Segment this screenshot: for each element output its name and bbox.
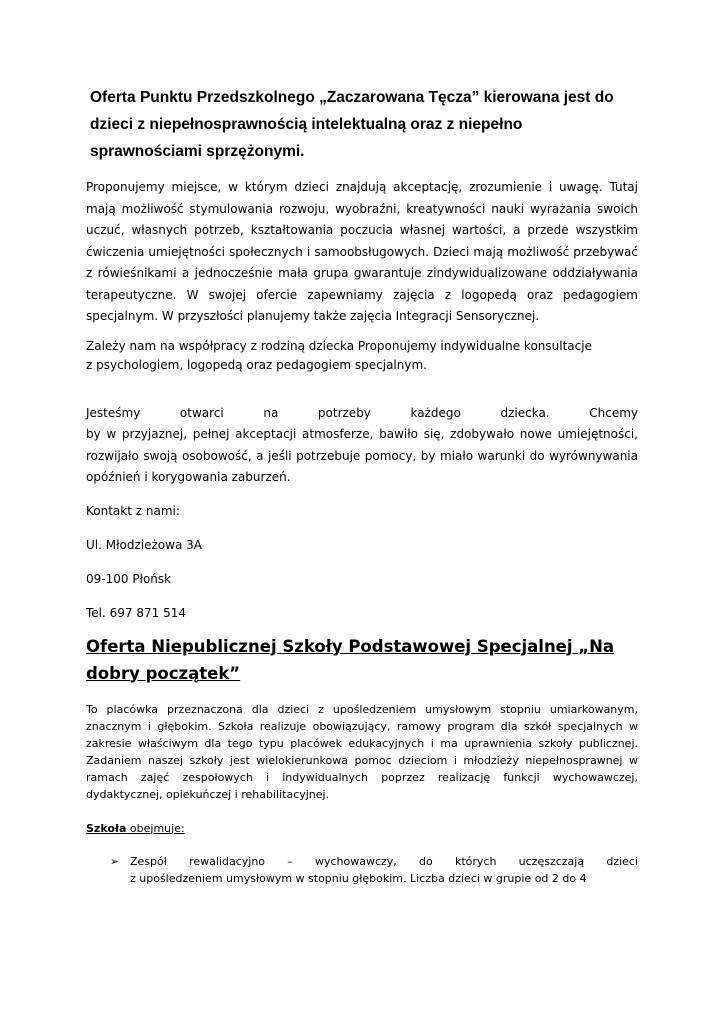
address-city: 09-100 Płońsk bbox=[86, 571, 172, 586]
section1-title-text: Oferta Punktu Przedszkolnego „Zaczarowana Tęcza” kierowana jest do dzieci z niepełnosprawnością intelektualną oraz z niepełno sprawnościami sprzężonymi. bbox=[90, 89, 614, 160]
section1-paragraph2-line2: z psychologiem, logopedą oraz pedagogiem specjalnym. bbox=[86, 357, 427, 372]
arrow-bullet-icon: ➢ bbox=[110, 854, 120, 868]
section2-paragraph: To placówka przeznaczona dla dzieci z upośledzeniem umysłowym stopniu umiarkowanym, znacznym i głębokim. Szkoła realizuje obowiązujący, ramowy program dla szkół specjalnych w zakresie właściwym dla tego typu placówek edukacyjnych i ma uprawnienia szkoły publicznej. Zadaniem naszej szkoły jest wielokierunkowa pomoc dzieciom i młodzieży niepełnosprawnej w ramach zajęć zespołowych i indywidualnych poprzez realizację funkcji wychowawczej, dydaktycznej, opiekuńczej i rehabilitacyjnej. bbox=[86, 702, 638, 801]
section1-paragraph2 bbox=[86, 337, 638, 375]
list-item bbox=[86, 853, 638, 887]
section1-paragraph2-line1: Zależy nam na współpracy z rodziną dziecka Proponujemy indywidualne konsultacje bbox=[86, 338, 592, 353]
bullet-line2: z upośledzeniem umysłowym w stopniu głębokim. Liczba dzieci w grupie od 2 do 4 bbox=[130, 871, 587, 885]
school-includes-rest: obejmuje: bbox=[126, 821, 185, 835]
bullet-line1: Zespół rewalidacyjno – wychowawczy, do których uczęszczają dzieci bbox=[130, 854, 638, 868]
section2-title: Oferta Niepublicznej Szkoły Podstawowej Specjalnej „Na dobry początek” bbox=[86, 636, 615, 683]
contact-label: Kontakt z nami: bbox=[86, 503, 180, 518]
school-includes-bold: Szkoła bbox=[86, 821, 127, 835]
school-includes-label bbox=[86, 821, 638, 837]
address-street: Ul. Młodzieżowa 3A bbox=[86, 537, 202, 552]
section1-paragraph3-rest: by w przyjaznej, pełnej akceptacji atmosferze, bawiło się, zdobywało nowe umiejętności, rozwijało swoją osobowość, a jeśli potrzebuje pomocy, by miało warunki do wyrównywania opóźnień i korygowania zaburzeń. bbox=[86, 427, 638, 484]
document-page bbox=[86, 84, 638, 887]
section1-title bbox=[86, 84, 638, 165]
phone-number: Tel. 697 871 514 bbox=[86, 605, 186, 620]
section1-paragraph3-line1: Jesteśmy otwarci na potrzeby każdego dziecka. Chcemy bbox=[86, 405, 638, 420]
section1-paragraph1: Proponujemy miejsce, w którym dzieci znajdują akceptację, zrozumienie i uwagę. Tutaj mają możliwość stymulowania rozwoju, wyobraźni, kreatywności nauki wyrażania swoich uczuć, własnych potrzeb, kształtowania poczucia własnej wartości, a przede wszystkim ćwiczenia umiejętności społecznych i samoobsługowych. Dzieci mają możliwość przebywać z rówieśnikami a jednocześnie mała grupa gwarantuje zindywidualizowane oddziaływania terapeutyczne. W swojej ofercie zapewniamy zajęcia z logopedą oraz pedagogiem specjalnym. W przyszłości planujemy także zajęcia Integracji Sensorycznej. bbox=[86, 180, 638, 323]
